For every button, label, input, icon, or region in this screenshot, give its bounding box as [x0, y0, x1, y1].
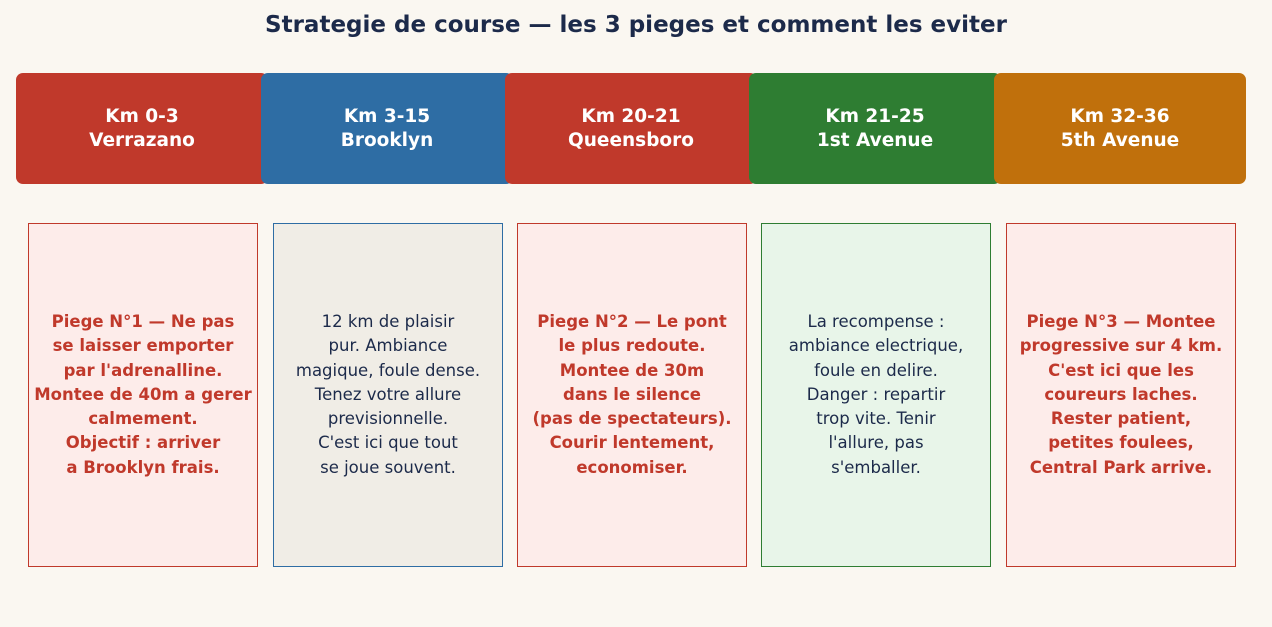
segment-km-label: Km 0-3	[105, 105, 179, 127]
segment-description: Piege N°1 — Ne pas se laisser emporter par l'adrenalline. Montee de 40m a gerer calmement. Objectif : arriver a Brooklyn frais.	[34, 312, 252, 477]
segment-header-queensboro	[505, 73, 757, 184]
segment-km-label: Km 32-36	[1070, 105, 1170, 127]
segment-header-1st-avenue	[749, 73, 1001, 184]
segment-name-label: Verrazano	[89, 129, 195, 151]
segment-description: 12 km de plaisir pur. Ambiance magique, foule dense. Tenez votre allure previsionnelle. C'est ici que tout se joue souvent.	[295, 312, 481, 477]
segment-description: La recompense : ambiance electrique, foule en delire. Danger : repartir trop vite. Tenir l'allure, pas s'emballer.	[788, 312, 964, 477]
segment-card-1st-avenue	[761, 223, 991, 567]
segment-name-label: 5th Avenue	[1060, 129, 1180, 151]
segment-name-label: 1st Avenue	[816, 129, 934, 151]
segment-header-5th-avenue	[994, 73, 1246, 184]
segment-name-label: Queensboro	[568, 129, 694, 151]
segment-km-label: Km 21-25	[825, 105, 925, 127]
segment-description: Piege N°2 — Le pont le plus redoute. Montee de 30m dans le silence (pas de spectateurs). Courir lentement, economiser.	[532, 312, 732, 477]
segment-header-verrazano	[16, 73, 268, 184]
page-title: Strategie de course — les 3 pieges et comment les eviter	[265, 12, 1007, 38]
segment-card-brooklyn	[273, 223, 503, 567]
segment-description: Piege N°3 — Montee progressive sur 4 km. C'est ici que les coureurs laches. Rester patient, petites foulees, Central Park arrive.	[1019, 312, 1223, 477]
segment-km-label: Km 3-15	[343, 105, 431, 127]
segment-header-brooklyn	[261, 73, 513, 184]
segment-card-5th-avenue	[1006, 223, 1236, 567]
segment-name-label: Brooklyn	[340, 129, 434, 151]
segment-card-queensboro	[517, 223, 747, 567]
segment-card-verrazano	[28, 223, 258, 567]
segment-km-label: Km 20-21	[581, 105, 681, 127]
